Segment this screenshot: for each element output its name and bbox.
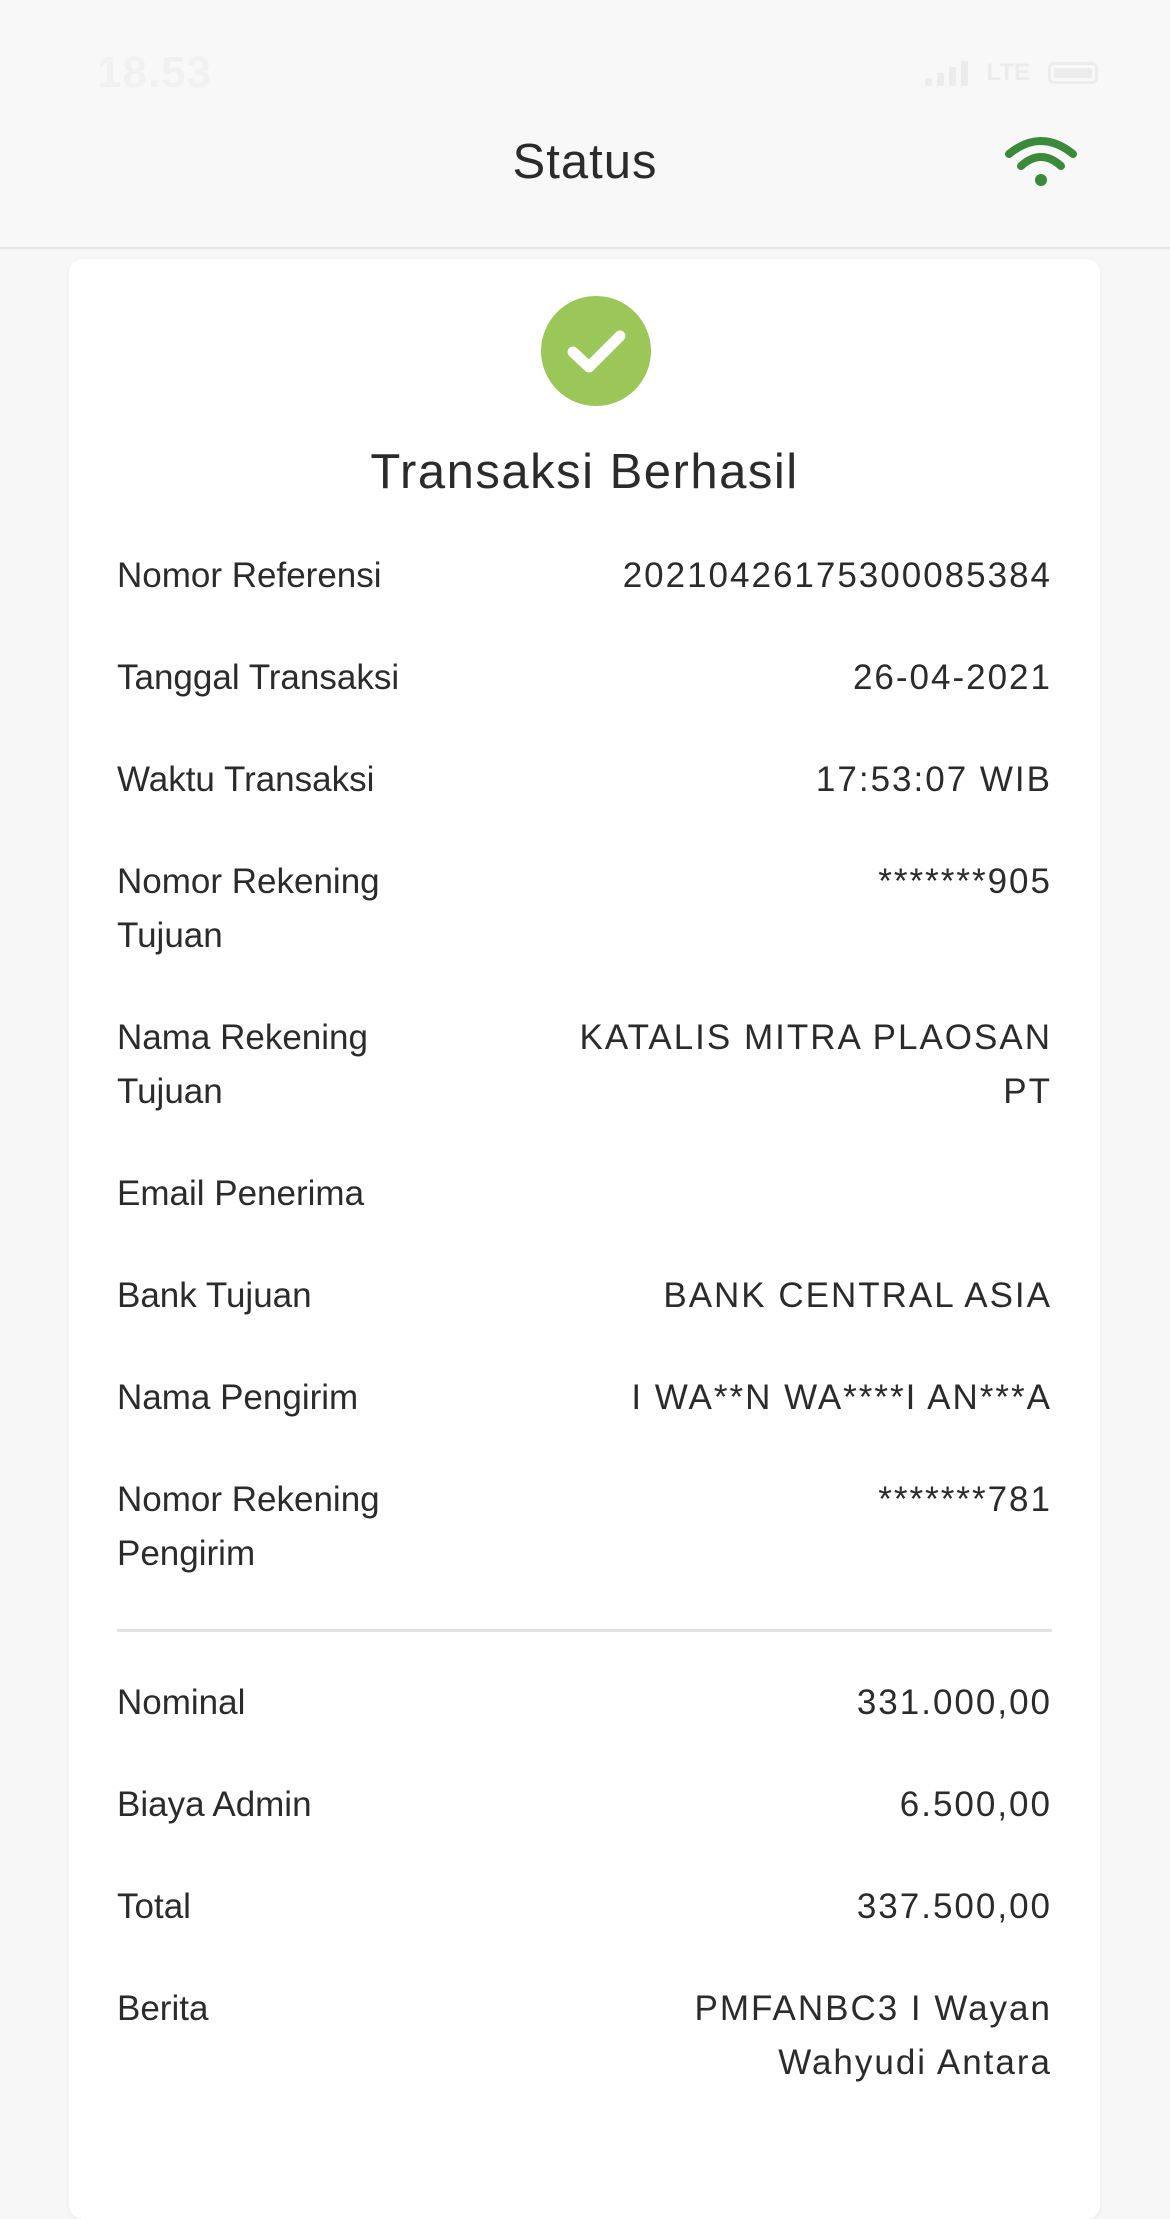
- amount-value: 337.500,00: [856, 1887, 1052, 1926]
- network-type: LTE: [986, 59, 1030, 86]
- system-indicators: [925, 58, 1098, 88]
- success-check-icon: [541, 296, 651, 406]
- status-bar: [0, 0, 1170, 110]
- detail-label: Nama Pengirim: [117, 1378, 359, 1417]
- detail-row-reference-number: [117, 549, 1052, 603]
- app-header: [0, 110, 1170, 249]
- detail-label: Nomor Rekening Tujuan: [117, 862, 380, 955]
- detail-label: Nomor Referensi: [117, 556, 382, 595]
- detail-value: I WA**N WA****I AN***A: [631, 1378, 1052, 1417]
- wifi-icon: [1005, 136, 1077, 190]
- detail-value: *******781: [878, 1480, 1052, 1519]
- page-title: Status: [512, 135, 658, 189]
- receipt-card: [69, 259, 1100, 2219]
- connection-status-button[interactable]: [1000, 128, 1082, 198]
- detail-label: Nama Rekening Tujuan: [117, 1018, 368, 1111]
- detail-row-destination-bank: [117, 1269, 1052, 1323]
- detail-row-transaction-date: [117, 651, 1052, 705]
- detail-label: Nomor Rekening Pengirim: [117, 1480, 380, 1573]
- detail-value: 20210426175300085384: [622, 556, 1052, 595]
- detail-value: *******905: [878, 862, 1052, 901]
- detail-value: KATALIS MITRA PLAOSAN PT: [579, 1018, 1052, 1111]
- detail-label: Email Penerima: [117, 1174, 365, 1213]
- divider: [117, 1629, 1052, 1632]
- amount-value: 331.000,00: [856, 1683, 1052, 1722]
- detail-label: Waktu Transaksi: [117, 760, 375, 799]
- detail-value: 17:53:07 WIB: [815, 760, 1052, 799]
- amount-label: Nominal: [117, 1683, 246, 1722]
- detail-row-recipient-email: [117, 1167, 1052, 1221]
- detail-row-sender-account: [117, 1473, 1052, 1581]
- detail-label: Bank Tujuan: [117, 1276, 312, 1315]
- detail-value: BANK CENTRAL ASIA: [663, 1276, 1052, 1315]
- detail-row-sender-name: [117, 1371, 1052, 1425]
- detail-row-destination-account: [117, 855, 1052, 963]
- signal-icon: [925, 60, 968, 86]
- amount-row-total: [117, 1880, 1052, 1934]
- battery-icon: [1048, 62, 1098, 84]
- detail-value: 26-04-2021: [852, 658, 1052, 697]
- amount-row-nominal: [117, 1676, 1052, 1730]
- detail-row-destination-name: [117, 1011, 1052, 1119]
- amount-label: Biaya Admin: [117, 1785, 312, 1824]
- amount-row-message: [117, 1982, 1052, 2090]
- detail-label: Tanggal Transaksi: [117, 658, 400, 697]
- amount-value: PMFANBC3 I Wayan Wahyudi Antara: [694, 1989, 1052, 2082]
- amount-value: 6.500,00: [899, 1785, 1052, 1824]
- status-time: 18.53: [97, 48, 213, 97]
- receipt-title: Transaksi Berhasil: [370, 445, 799, 499]
- amount-row-admin-fee: [117, 1778, 1052, 1832]
- amount-label: Total: [117, 1887, 191, 1926]
- amount-label: Berita: [117, 1989, 209, 2028]
- detail-row-transaction-time: [117, 753, 1052, 807]
